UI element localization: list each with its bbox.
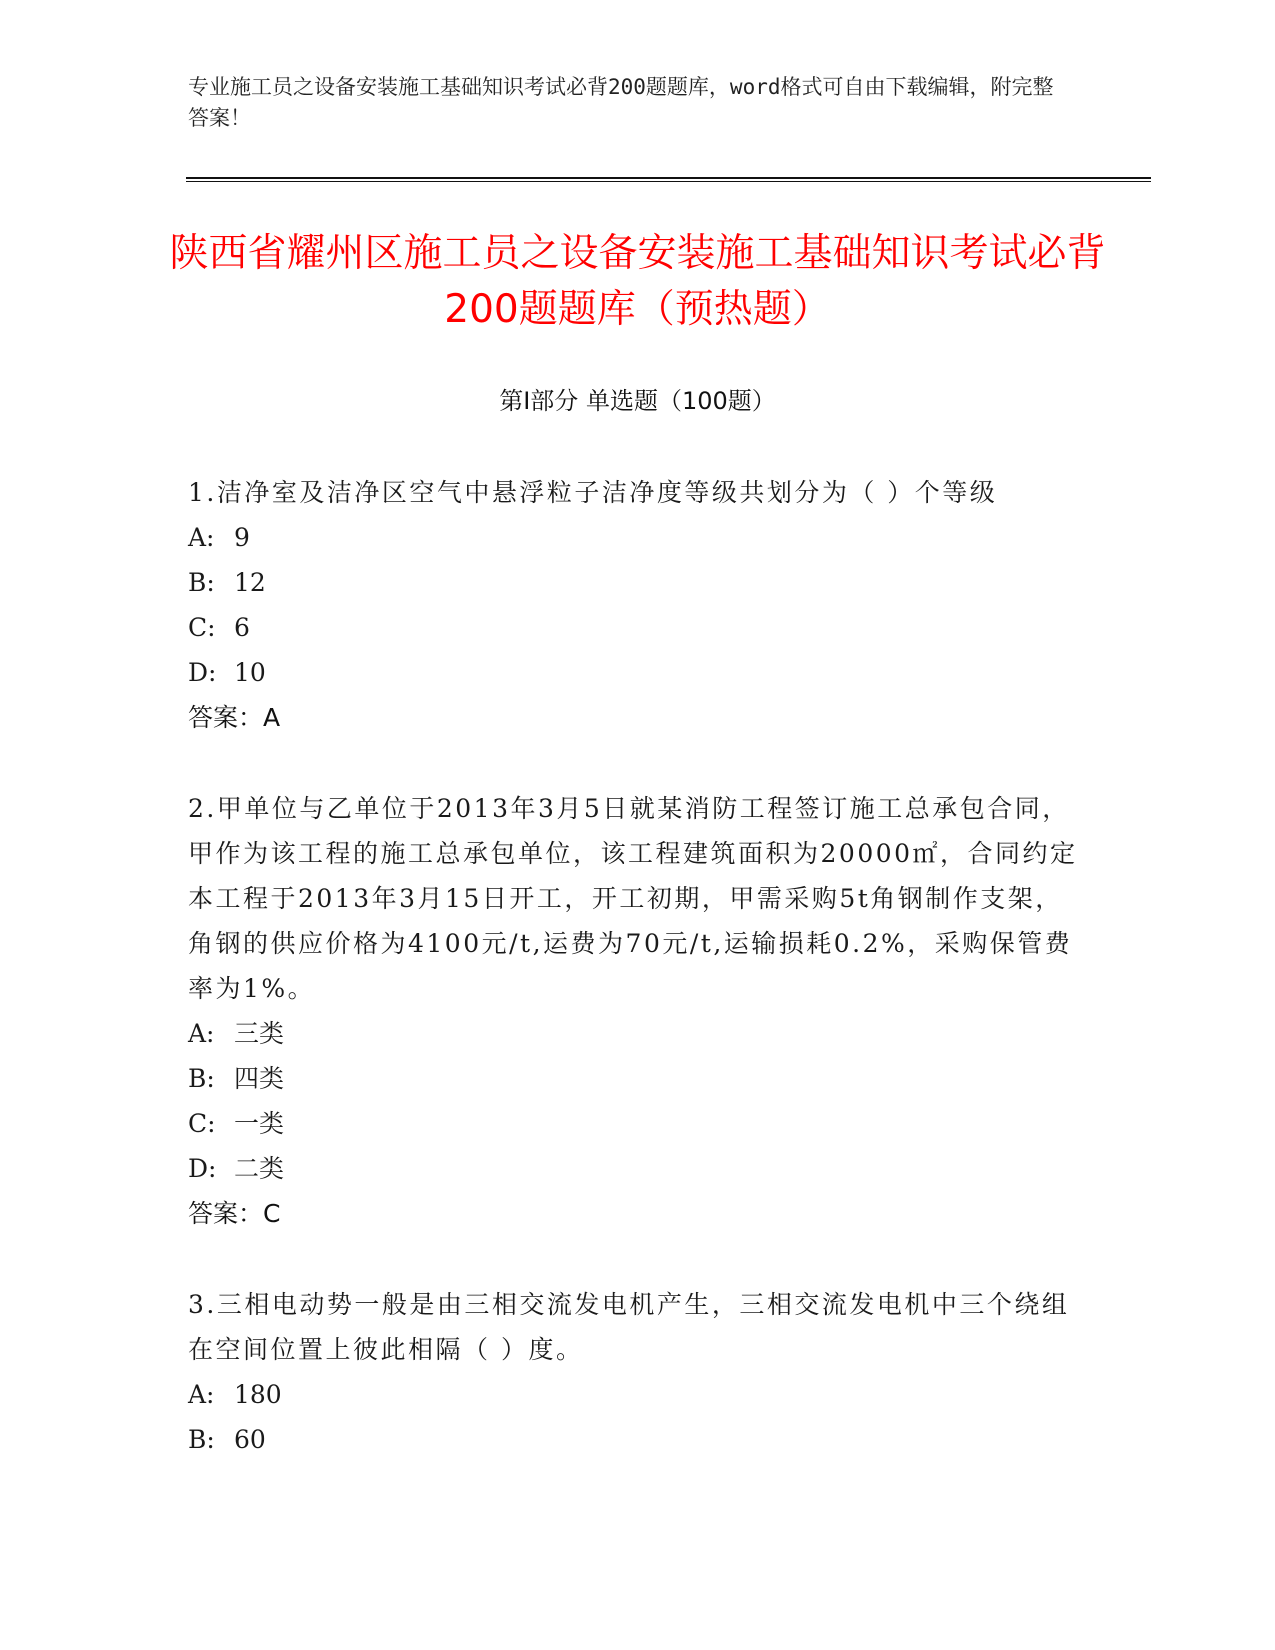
option-a bbox=[188, 1011, 1088, 1056]
document-title: 陕西省耀州区施工员之设备安装施工基础知识考试必背200题题库（预热题） bbox=[169, 231, 1106, 332]
option-b bbox=[188, 1056, 1088, 1101]
option-value: 180 bbox=[234, 1380, 282, 1409]
option-value: 12 bbox=[234, 568, 266, 597]
option-letter: A: bbox=[188, 1019, 215, 1048]
option-value: 三类 bbox=[234, 1019, 285, 1048]
option-letter: C: bbox=[188, 1109, 216, 1138]
question-text: 1.洁净室及洁净区空气中悬浮粒子洁净度等级共划分为（ ）个等级 bbox=[188, 478, 998, 507]
question-text: 3.三相电动势一般是由三相交流发电机产生，三相交流发电机中三个绕组在空间位置上彼此相隔（ ）度。 bbox=[188, 1290, 1070, 1364]
option-letter: D: bbox=[188, 1154, 217, 1183]
option-value: 一类 bbox=[234, 1109, 285, 1138]
answer-line: 答案：C bbox=[188, 1199, 281, 1228]
option-value: 60 bbox=[234, 1425, 266, 1454]
option-letter: B: bbox=[188, 1425, 215, 1454]
option-d bbox=[188, 1146, 1088, 1191]
question-2 bbox=[188, 786, 1088, 1236]
question-text: 2.甲单位与乙单位于2013年3月5日就某消防工程签订施工总承包合同，甲作为该工程的施工总承包单位，该工程建筑面积为20000㎡，合同约定本工程于2013年3月15日开工，开工初期，甲需采购5t角钢制作支架，角钢的供应价格为4100元/t,运费为70元/t,运输损耗0.2%，采购保管费率为1%。 bbox=[188, 794, 1078, 1003]
section-title: 第Ⅰ部分 单选题（100题） bbox=[499, 387, 776, 415]
option-letter: A: bbox=[188, 1380, 215, 1409]
option-value: 四类 bbox=[234, 1064, 285, 1093]
option-c bbox=[188, 605, 1088, 650]
option-c bbox=[188, 1101, 1088, 1146]
question-1 bbox=[188, 470, 1088, 740]
option-value: 10 bbox=[234, 658, 266, 687]
header-note: 专业施工员之设备安装施工基础知识考试必背200题题库，word格式可自由下载编辑，附完整答案！ bbox=[188, 75, 1054, 130]
option-letter: C: bbox=[188, 613, 216, 642]
option-d bbox=[188, 650, 1088, 695]
option-value: 二类 bbox=[234, 1154, 285, 1183]
option-b bbox=[188, 1417, 1088, 1462]
option-value: 6 bbox=[234, 613, 250, 642]
header-divider-thick bbox=[186, 177, 1151, 179]
option-letter: B: bbox=[188, 568, 215, 597]
option-letter: D: bbox=[188, 658, 217, 687]
answer-line: 答案：A bbox=[188, 703, 281, 732]
question-3 bbox=[188, 1282, 1088, 1462]
option-a bbox=[188, 515, 1088, 560]
option-letter: B: bbox=[188, 1064, 215, 1093]
option-letter: A: bbox=[188, 523, 215, 552]
header-divider-thin bbox=[186, 181, 1151, 182]
option-a bbox=[188, 1372, 1088, 1417]
option-value: 9 bbox=[234, 523, 250, 552]
option-b bbox=[188, 560, 1088, 605]
question-list bbox=[188, 470, 1088, 1508]
